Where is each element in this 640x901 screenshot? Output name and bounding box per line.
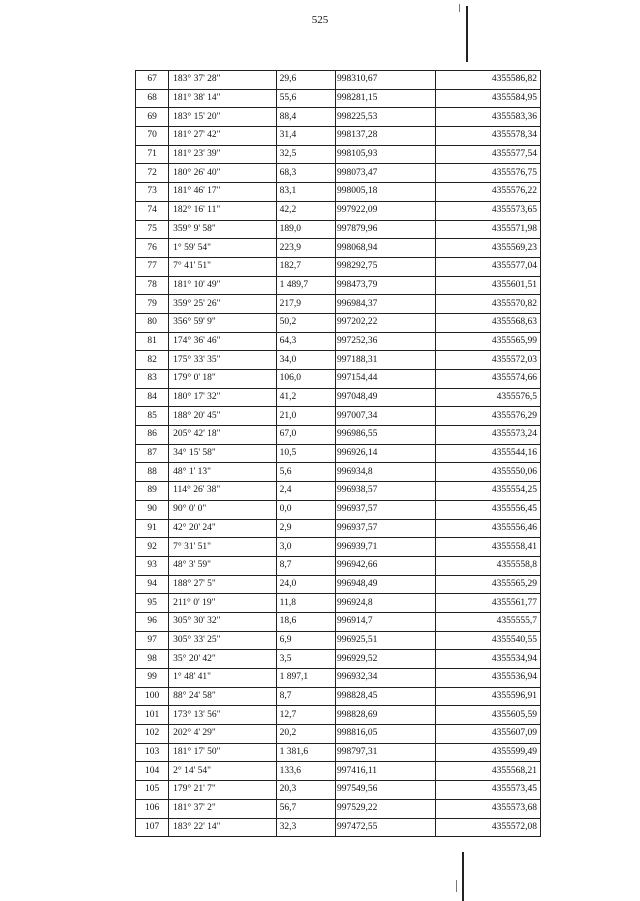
distance-cell: 1 489,7 xyxy=(276,276,335,295)
x-coordinate-cell: 998105,93 xyxy=(335,145,435,164)
y-coordinate-cell: 4355577,04 xyxy=(436,257,541,276)
distance-cell: 1 897,1 xyxy=(276,669,335,688)
y-coordinate-cell: 4355554,25 xyxy=(436,482,541,501)
y-coordinate-cell: 4355578,34 xyxy=(436,127,541,146)
point-number-cell: 67 xyxy=(136,71,169,90)
table-row xyxy=(136,799,541,818)
point-number-cell: 89 xyxy=(136,482,169,501)
x-coordinate-cell: 996925,51 xyxy=(335,631,435,650)
bearing-angle-cell: 90° 0' 0" xyxy=(169,500,277,519)
point-number-cell: 92 xyxy=(136,538,169,557)
table-row xyxy=(136,201,541,220)
point-number-cell: 100 xyxy=(136,687,169,706)
point-number-cell: 79 xyxy=(136,295,169,314)
point-number-cell: 81 xyxy=(136,332,169,351)
x-coordinate-cell: 996937,57 xyxy=(335,519,435,538)
table-row xyxy=(136,257,541,276)
distance-cell: 34,0 xyxy=(276,351,335,370)
bearing-angle-cell: 174° 36' 46" xyxy=(169,332,277,351)
distance-cell: 10,5 xyxy=(276,444,335,463)
point-number-cell: 90 xyxy=(136,500,169,519)
x-coordinate-cell: 997529,22 xyxy=(335,799,435,818)
y-coordinate-cell: 4355573,45 xyxy=(436,781,541,800)
scan-artifact-line xyxy=(459,4,460,12)
bearing-angle-cell: 42° 20' 24" xyxy=(169,519,277,538)
y-coordinate-cell: 4355544,16 xyxy=(436,444,541,463)
bearing-angle-cell: 35° 20' 42" xyxy=(169,650,277,669)
point-number-cell: 74 xyxy=(136,201,169,220)
distance-cell: 189,0 xyxy=(276,220,335,239)
bearing-angle-cell: 202° 4' 29" xyxy=(169,725,277,744)
distance-cell: 133,6 xyxy=(276,762,335,781)
distance-cell: 55,6 xyxy=(276,89,335,108)
y-coordinate-cell: 4355540,55 xyxy=(436,631,541,650)
table-row xyxy=(136,818,541,837)
bearing-angle-cell: 305° 30' 32" xyxy=(169,612,277,631)
x-coordinate-cell: 997048,49 xyxy=(335,388,435,407)
point-number-cell: 102 xyxy=(136,725,169,744)
bearing-angle-cell: 34° 15' 58" xyxy=(169,444,277,463)
y-coordinate-cell: 4355576,75 xyxy=(436,164,541,183)
y-coordinate-cell: 4355576,22 xyxy=(436,183,541,202)
y-coordinate-cell: 4355605,59 xyxy=(436,706,541,725)
y-coordinate-cell: 4355565,99 xyxy=(436,332,541,351)
y-coordinate-cell: 4355596,91 xyxy=(436,687,541,706)
table-row xyxy=(136,183,541,202)
x-coordinate-cell: 996934,8 xyxy=(335,463,435,482)
y-coordinate-cell: 4355576,5 xyxy=(436,388,541,407)
table-row xyxy=(136,332,541,351)
bearing-angle-cell: 7° 31' 51" xyxy=(169,538,277,557)
x-coordinate-cell: 997007,34 xyxy=(335,407,435,426)
distance-cell: 20,2 xyxy=(276,725,335,744)
table-row xyxy=(136,220,541,239)
x-coordinate-cell: 996932,34 xyxy=(335,669,435,688)
distance-cell: 29,6 xyxy=(276,71,335,90)
distance-cell: 18,6 xyxy=(276,612,335,631)
bearing-angle-cell: 188° 27' 5" xyxy=(169,575,277,594)
x-coordinate-cell: 998797,31 xyxy=(335,743,435,762)
x-coordinate-cell: 996926,14 xyxy=(335,444,435,463)
point-number-cell: 86 xyxy=(136,426,169,445)
point-number-cell: 103 xyxy=(136,743,169,762)
distance-cell: 3,5 xyxy=(276,650,335,669)
bearing-angle-cell: 1° 59' 54" xyxy=(169,239,277,258)
x-coordinate-cell: 998281,15 xyxy=(335,89,435,108)
point-number-cell: 88 xyxy=(136,463,169,482)
page-number: 525 xyxy=(311,14,329,26)
distance-cell: 217,9 xyxy=(276,295,335,314)
distance-cell: 41,2 xyxy=(276,388,335,407)
bearing-angle-cell: 114° 26' 38" xyxy=(169,482,277,501)
table-row xyxy=(136,594,541,613)
table-row xyxy=(136,762,541,781)
bearing-angle-cell: 183° 15' 20" xyxy=(169,108,277,127)
coordinates-table-body xyxy=(136,71,541,837)
distance-cell: 32,3 xyxy=(276,818,335,837)
y-coordinate-cell: 4355569,23 xyxy=(436,239,541,258)
table-row xyxy=(136,370,541,389)
bearing-angle-cell: 179° 21' 7" xyxy=(169,781,277,800)
bearing-angle-cell: 211° 0' 19" xyxy=(169,594,277,613)
point-number-cell: 104 xyxy=(136,762,169,781)
table-row xyxy=(136,127,541,146)
x-coordinate-cell: 996938,57 xyxy=(335,482,435,501)
table-row xyxy=(136,388,541,407)
point-number-cell: 83 xyxy=(136,370,169,389)
y-coordinate-cell: 4355570,82 xyxy=(436,295,541,314)
distance-cell: 3,0 xyxy=(276,538,335,557)
distance-cell: 20,3 xyxy=(276,781,335,800)
bearing-angle-cell: 205° 42' 18" xyxy=(169,426,277,445)
bearing-angle-cell: 180° 26' 40" xyxy=(169,164,277,183)
point-number-cell: 98 xyxy=(136,650,169,669)
y-coordinate-cell: 4355573,65 xyxy=(436,201,541,220)
bearing-angle-cell: 175° 33' 35" xyxy=(169,351,277,370)
x-coordinate-cell: 996939,71 xyxy=(335,538,435,557)
bearing-angle-cell: 359° 9' 58" xyxy=(169,220,277,239)
x-coordinate-cell: 998828,45 xyxy=(335,687,435,706)
x-coordinate-cell: 996937,57 xyxy=(335,500,435,519)
distance-cell: 42,2 xyxy=(276,201,335,220)
point-number-cell: 84 xyxy=(136,388,169,407)
distance-cell: 182,7 xyxy=(276,257,335,276)
y-coordinate-cell: 4355583,36 xyxy=(436,108,541,127)
table-row xyxy=(136,482,541,501)
x-coordinate-cell: 997472,55 xyxy=(335,818,435,837)
point-number-cell: 93 xyxy=(136,556,169,575)
x-coordinate-cell: 998068,94 xyxy=(335,239,435,258)
point-number-cell: 71 xyxy=(136,145,169,164)
point-number-cell: 73 xyxy=(136,183,169,202)
table-row xyxy=(136,556,541,575)
distance-cell: 83,1 xyxy=(276,183,335,202)
table-row xyxy=(136,426,541,445)
table-row xyxy=(136,444,541,463)
y-coordinate-cell: 4355556,46 xyxy=(436,519,541,538)
point-number-cell: 80 xyxy=(136,313,169,332)
distance-cell: 68,3 xyxy=(276,164,335,183)
bearing-angle-cell: 181° 17' 50" xyxy=(169,743,277,762)
distance-cell: 2,4 xyxy=(276,482,335,501)
x-coordinate-cell: 996914,7 xyxy=(335,612,435,631)
distance-cell: 6,9 xyxy=(276,631,335,650)
y-coordinate-cell: 4355599,49 xyxy=(436,743,541,762)
point-number-cell: 87 xyxy=(136,444,169,463)
scan-artifact-line xyxy=(456,880,457,892)
bearing-angle-cell: 181° 23' 39" xyxy=(169,145,277,164)
distance-cell: 32,5 xyxy=(276,145,335,164)
y-coordinate-cell: 4355534,94 xyxy=(436,650,541,669)
bearing-angle-cell: 181° 27' 42" xyxy=(169,127,277,146)
table-row xyxy=(136,295,541,314)
y-coordinate-cell: 4355584,95 xyxy=(436,89,541,108)
y-coordinate-cell: 4355574,66 xyxy=(436,370,541,389)
table-row xyxy=(136,650,541,669)
point-number-cell: 78 xyxy=(136,276,169,295)
point-number-cell: 69 xyxy=(136,108,169,127)
x-coordinate-cell: 998473,79 xyxy=(335,276,435,295)
x-coordinate-cell: 998292,75 xyxy=(335,257,435,276)
distance-cell: 2,9 xyxy=(276,519,335,538)
x-coordinate-cell: 996942,66 xyxy=(335,556,435,575)
point-number-cell: 99 xyxy=(136,669,169,688)
coordinates-table xyxy=(135,70,541,837)
y-coordinate-cell: 4355565,29 xyxy=(436,575,541,594)
x-coordinate-cell: 997252,36 xyxy=(335,332,435,351)
table-row xyxy=(136,687,541,706)
point-number-cell: 76 xyxy=(136,239,169,258)
table-row xyxy=(136,239,541,258)
y-coordinate-cell: 4355556,45 xyxy=(436,500,541,519)
table-row xyxy=(136,706,541,725)
x-coordinate-cell: 996929,52 xyxy=(335,650,435,669)
table-row xyxy=(136,407,541,426)
scan-artifact-line xyxy=(462,852,464,901)
distance-cell: 0,0 xyxy=(276,500,335,519)
x-coordinate-cell: 998005,18 xyxy=(335,183,435,202)
x-coordinate-cell: 998828,69 xyxy=(335,706,435,725)
y-coordinate-cell: 4355568,21 xyxy=(436,762,541,781)
y-coordinate-cell: 4355550,06 xyxy=(436,463,541,482)
point-number-cell: 75 xyxy=(136,220,169,239)
y-coordinate-cell: 4355572,08 xyxy=(436,818,541,837)
table-row xyxy=(136,145,541,164)
y-coordinate-cell: 4355558,41 xyxy=(436,538,541,557)
bearing-angle-cell: 356° 59' 9" xyxy=(169,313,277,332)
y-coordinate-cell: 4355555,7 xyxy=(436,612,541,631)
x-coordinate-cell: 996984,37 xyxy=(335,295,435,314)
bearing-angle-cell: 183° 22' 14" xyxy=(169,818,277,837)
point-number-cell: 77 xyxy=(136,257,169,276)
table-row xyxy=(136,725,541,744)
distance-cell: 11,8 xyxy=(276,594,335,613)
bearing-angle-cell: 48° 1' 13" xyxy=(169,463,277,482)
x-coordinate-cell: 998225,53 xyxy=(335,108,435,127)
distance-cell: 5,6 xyxy=(276,463,335,482)
point-number-cell: 107 xyxy=(136,818,169,837)
point-number-cell: 91 xyxy=(136,519,169,538)
distance-cell: 24,0 xyxy=(276,575,335,594)
y-coordinate-cell: 4355576,29 xyxy=(436,407,541,426)
x-coordinate-cell: 997154,44 xyxy=(335,370,435,389)
scan-artifact-line xyxy=(466,6,468,62)
x-coordinate-cell: 997549,56 xyxy=(335,781,435,800)
distance-cell: 8,7 xyxy=(276,687,335,706)
bearing-angle-cell: 181° 37' 2" xyxy=(169,799,277,818)
bearing-angle-cell: 359° 25' 26" xyxy=(169,295,277,314)
bearing-angle-cell: 7° 41' 51" xyxy=(169,257,277,276)
bearing-angle-cell: 2° 14' 54" xyxy=(169,762,277,781)
table-row xyxy=(136,164,541,183)
table-row xyxy=(136,313,541,332)
table-row xyxy=(136,575,541,594)
y-coordinate-cell: 4355558,8 xyxy=(436,556,541,575)
x-coordinate-cell: 998816,05 xyxy=(335,725,435,744)
distance-cell: 106,0 xyxy=(276,370,335,389)
x-coordinate-cell: 998073,47 xyxy=(335,164,435,183)
table-row xyxy=(136,781,541,800)
bearing-angle-cell: 181° 38' 14" xyxy=(169,89,277,108)
distance-cell: 67,0 xyxy=(276,426,335,445)
bearing-angle-cell: 188° 20' 45" xyxy=(169,407,277,426)
bearing-angle-cell: 48° 3' 59" xyxy=(169,556,277,575)
table-row xyxy=(136,500,541,519)
x-coordinate-cell: 997188,31 xyxy=(335,351,435,370)
point-number-cell: 94 xyxy=(136,575,169,594)
x-coordinate-cell: 996948,49 xyxy=(335,575,435,594)
distance-cell: 31,4 xyxy=(276,127,335,146)
point-number-cell: 105 xyxy=(136,781,169,800)
table-row xyxy=(136,276,541,295)
bearing-angle-cell: 173° 13' 56" xyxy=(169,706,277,725)
distance-cell: 8,7 xyxy=(276,556,335,575)
point-number-cell: 70 xyxy=(136,127,169,146)
table-row xyxy=(136,743,541,762)
point-number-cell: 101 xyxy=(136,706,169,725)
y-coordinate-cell: 4355586,82 xyxy=(436,71,541,90)
table-row xyxy=(136,519,541,538)
distance-cell: 64,3 xyxy=(276,332,335,351)
y-coordinate-cell: 4355573,68 xyxy=(436,799,541,818)
point-number-cell: 96 xyxy=(136,612,169,631)
x-coordinate-cell: 997922,09 xyxy=(335,201,435,220)
bearing-angle-cell: 182° 16' 11" xyxy=(169,201,277,220)
table-row xyxy=(136,71,541,90)
x-coordinate-cell: 996986,55 xyxy=(335,426,435,445)
point-number-cell: 95 xyxy=(136,594,169,613)
table-row xyxy=(136,351,541,370)
bearing-angle-cell: 305° 33' 25" xyxy=(169,631,277,650)
y-coordinate-cell: 4355601,51 xyxy=(436,276,541,295)
x-coordinate-cell: 997879,96 xyxy=(335,220,435,239)
bearing-angle-cell: 179° 0' 18" xyxy=(169,370,277,389)
bearing-angle-cell: 181° 46' 17" xyxy=(169,183,277,202)
point-number-cell: 97 xyxy=(136,631,169,650)
y-coordinate-cell: 4355571,98 xyxy=(436,220,541,239)
y-coordinate-cell: 4355561,77 xyxy=(436,594,541,613)
distance-cell: 1 381,6 xyxy=(276,743,335,762)
distance-cell: 12,7 xyxy=(276,706,335,725)
x-coordinate-cell: 997416,11 xyxy=(335,762,435,781)
distance-cell: 88,4 xyxy=(276,108,335,127)
x-coordinate-cell: 996924,8 xyxy=(335,594,435,613)
table-row xyxy=(136,89,541,108)
point-number-cell: 68 xyxy=(136,89,169,108)
table-row xyxy=(136,669,541,688)
y-coordinate-cell: 4355572,03 xyxy=(436,351,541,370)
bearing-angle-cell: 183° 37' 28" xyxy=(169,71,277,90)
point-number-cell: 72 xyxy=(136,164,169,183)
table-row xyxy=(136,108,541,127)
table-row xyxy=(136,631,541,650)
bearing-angle-cell: 180° 17' 32" xyxy=(169,388,277,407)
point-number-cell: 85 xyxy=(136,407,169,426)
table-row xyxy=(136,612,541,631)
bearing-angle-cell: 1° 48' 41" xyxy=(169,669,277,688)
distance-cell: 50,2 xyxy=(276,313,335,332)
y-coordinate-cell: 4355536,94 xyxy=(436,669,541,688)
bearing-angle-cell: 181° 10' 49" xyxy=(169,276,277,295)
y-coordinate-cell: 4355568,63 xyxy=(436,313,541,332)
distance-cell: 21,0 xyxy=(276,407,335,426)
x-coordinate-cell: 998137,28 xyxy=(335,127,435,146)
point-number-cell: 82 xyxy=(136,351,169,370)
table-row xyxy=(136,538,541,557)
y-coordinate-cell: 4355573,24 xyxy=(436,426,541,445)
y-coordinate-cell: 4355607,09 xyxy=(436,725,541,744)
x-coordinate-cell: 997202,22 xyxy=(335,313,435,332)
distance-cell: 56,7 xyxy=(276,799,335,818)
y-coordinate-cell: 4355577,54 xyxy=(436,145,541,164)
point-number-cell: 106 xyxy=(136,799,169,818)
distance-cell: 223,9 xyxy=(276,239,335,258)
x-coordinate-cell: 998310,67 xyxy=(335,71,435,90)
bearing-angle-cell: 88° 24' 58" xyxy=(169,687,277,706)
table-row xyxy=(136,463,541,482)
